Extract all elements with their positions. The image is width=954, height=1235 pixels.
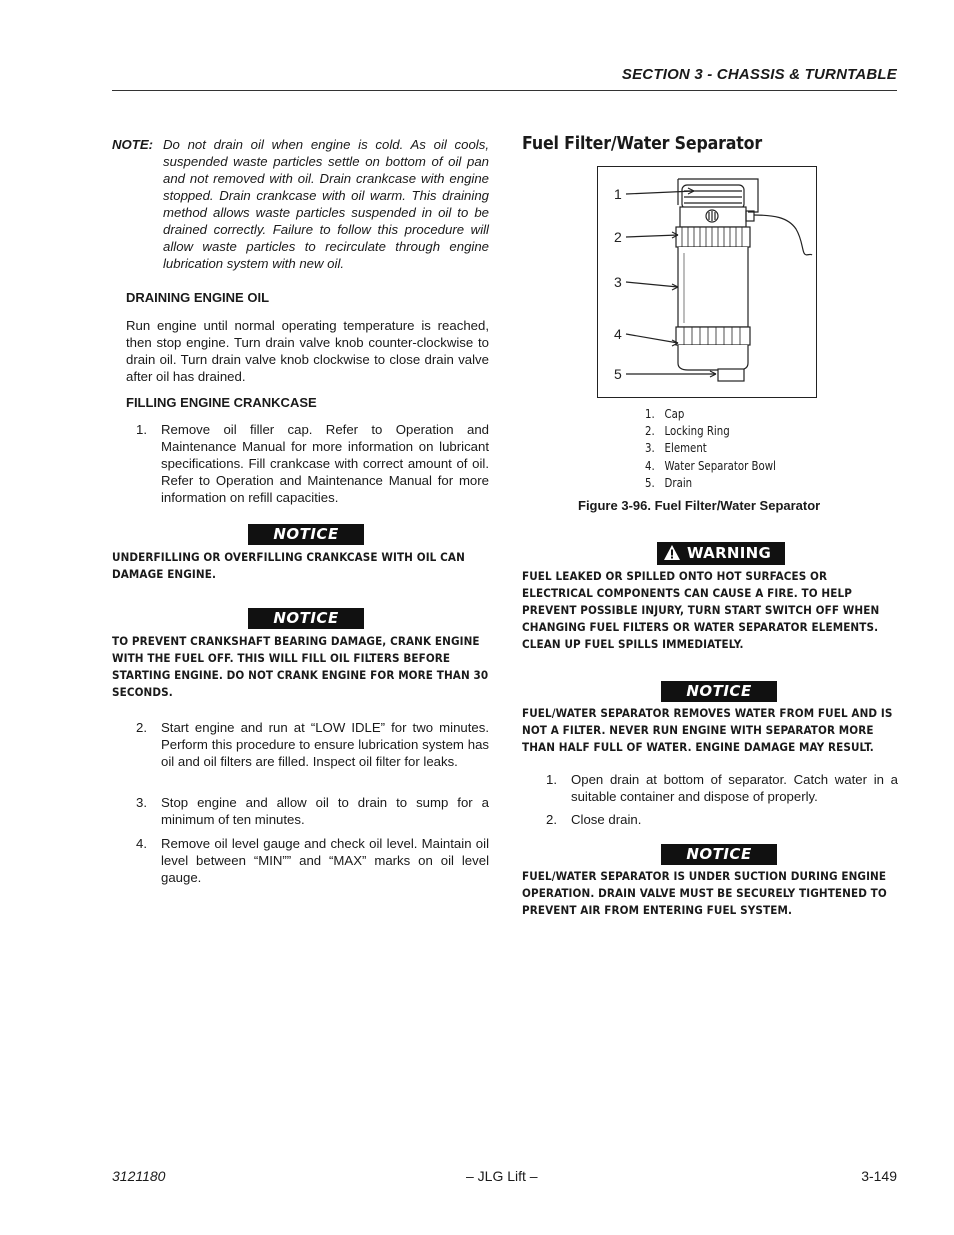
footer-center: – JLG Lift – [466, 1168, 538, 1184]
page-header [112, 62, 897, 91]
draining-heading: DRAINING ENGINE OIL [126, 290, 270, 305]
notice-text: TO PREVENT CRANKSHAFT BEARING DAMAGE, CRANK ENGINE WITH THE FUEL OFF. THIS WILL FILL OIL FILTERS BEFORE STARTING ENGINE. DO NOT CRANK ENGINE FOR MORE THAN 30 SECONDS. [112, 634, 489, 699]
list-item-number: 4. [136, 836, 147, 851]
notice-badge: NOTICE [661, 681, 777, 702]
page-number: 3-149 [861, 1168, 897, 1184]
list-item [136, 794, 489, 828]
figure-legend [645, 406, 776, 492]
notice-text: FUEL/WATER SEPARATOR REMOVES WATER FROM FUEL AND IS NOT A FILTER. NEVER RUN ENGINE WITH SEPARATOR MORE THAN HALF FULL OF WATER. ENGINE DAMAGE MAY RESULT. [522, 706, 893, 754]
legend-item: 2. Locking Ring [645, 424, 730, 439]
list-item-text: Remove oil level gauge and check oil level. Maintain oil level between “MIN”” and “MAX” marks on oil level gauge. [161, 836, 489, 885]
list-item-text: Stop engine and allow oil to drain to sump for a minimum of ten minutes. [161, 795, 489, 827]
section-title: SECTION 3 - CHASSIS & TURNTABLE [621, 66, 897, 83]
warning-badge [657, 542, 785, 565]
note-block [112, 136, 489, 272]
callout-3: 3 [614, 274, 622, 290]
callout-2: 2 [614, 229, 622, 245]
list-item-number: 1. [136, 422, 147, 437]
warning-label: WARNING [687, 544, 772, 562]
list-item [546, 811, 898, 828]
callout-1: 1 [614, 186, 622, 202]
list-item-text: Remove oil filler cap. Refer to Operation and Maintenance Manual for more information on lubricant specifications. Fill crankcase with correct amount of oil. Refer to Operation and Maintenance Manual for more information on refill capacities. [161, 422, 489, 505]
list-item-text: Close drain. [571, 812, 642, 827]
fuel-filter-illustration [598, 167, 815, 396]
doc-number: 3121180 [112, 1168, 166, 1184]
list-item [546, 771, 898, 805]
warning-text: FUEL LEAKED OR SPILLED ONTO HOT SURFACES OR ELECTRICAL COMPONENTS CAN CAUSE A FIRE. TO HELP PREVENT POSSIBLE INJURY, TURN START SWITCH OFF WHEN CHANGING FUEL FILTERS OR WATER SEPARATOR ELEMENTS. CLEAN UP FUEL SPILLS IMMEDIATELY. [522, 569, 880, 651]
list-item-number: 3. [136, 795, 147, 810]
list-item-text: Open drain at bottom of separator. Catch water in a suitable container and dispose of properly. [571, 772, 898, 804]
draining-paragraph: Run engine until normal operating temperature is reached, then stop engine. Turn drain valve knob counter-clockwise to drain oil. Turn drain valve knob clockwise to close drain valve after oil has drained. [126, 318, 489, 384]
list-item-number: 2. [546, 812, 557, 827]
list-item-text: Start engine and run at “LOW IDLE” for two minutes. Perform this procedure to ensure lubrication system has oil and oil filters are filled. Inspect oil filter for leaks. [161, 720, 489, 769]
figure-caption: Figure 3-96. Fuel Filter/Water Separator [578, 498, 821, 513]
legend-item: 5. Drain [645, 475, 693, 490]
note-label: NOTE: [112, 137, 154, 152]
legend-item: 1. Cap [645, 407, 685, 421]
legend-item: 4. Water Separator Bowl [645, 458, 776, 473]
list-item [136, 835, 489, 886]
warning-triangle-icon [663, 544, 681, 562]
callout-5: 5 [614, 366, 622, 382]
fuel-filter-figure [597, 166, 817, 398]
notice-text: UNDERFILLING OR OVERFILLING CRANKCASE WITH OIL CAN DAMAGE ENGINE. [112, 550, 465, 581]
list-item-number: 2. [136, 720, 147, 735]
subsection-title: Fuel Filter/Water Separator [522, 133, 763, 154]
note-text: Do not drain oil when engine is cold. As oil cools, suspended waste particles settle on bottom of oil pan and not removed with oil. Drain crankcase with engine stopped. Drain crankcase with oil warm. This draining method allows waste particles suspended in oil to be drained correctly. Failure to follow this procedure will allow waste particles to recirculate through engine lubrication system with new oil. [163, 137, 489, 271]
notice-text: FUEL/WATER SEPARATOR IS UNDER SUCTION DURING ENGINE OPERATION. DRAIN VALVE MUST BE SECURELY TIGHTENED TO PREVENT AIR FROM ENTERING FUEL SYSTEM. [522, 869, 887, 917]
callout-4: 4 [614, 326, 622, 342]
filling-heading: FILLING ENGINE CRANKCASE [126, 395, 317, 410]
notice-badge: NOTICE [661, 844, 777, 865]
legend-item: 3. Element [645, 441, 707, 456]
notice-badge: NOTICE [248, 608, 364, 629]
notice-badge: NOTICE [248, 524, 364, 545]
list-item [136, 719, 489, 770]
list-item [136, 421, 489, 506]
list-item-number: 1. [546, 772, 557, 787]
